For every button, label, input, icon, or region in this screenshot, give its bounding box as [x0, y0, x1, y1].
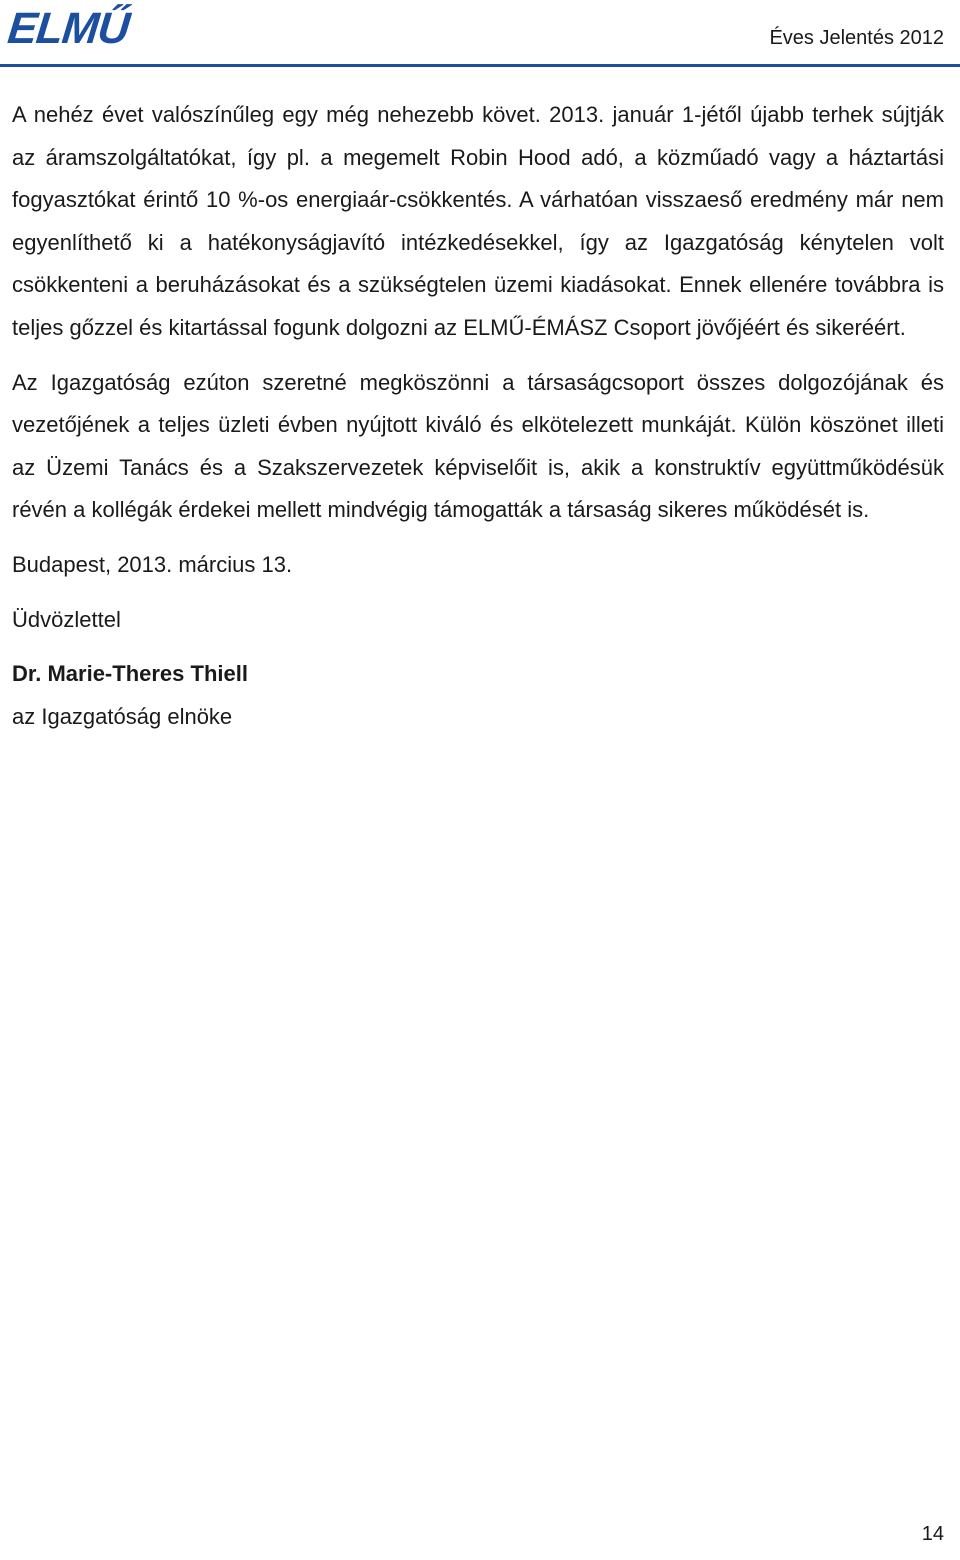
header-divider	[0, 64, 960, 67]
elmu-logo: ELMŰ	[5, 4, 132, 53]
greeting: Üdvözlettel	[12, 606, 121, 632]
report-title: Éves Jelentés 2012	[769, 27, 944, 49]
signatory-name: Dr. Marie-Theres Thiell	[12, 661, 248, 687]
page-header	[0, 0, 960, 70]
page-number: 14	[921, 1523, 944, 1545]
paragraph-outlook: A nehéz évet valószínűleg egy még nehezebb követ. 2013. január 1-jétől újabb terhek sújtják az áramszolgáltatókat, így pl. a megemelt Robin Hood adó, a közműadó vagy a háztartási fogyasztókat érintő 10 %-os energiaár-csökkentés. A várhatóan visszaeső eredmény már nem egyenlíthető ki a hatékonyságjavító intézkedésekkel, így az Igazgatóság kénytelen volt csökkenteni a beruházásokat és a szükségtelen üzemi kiadásokat. Ennek ellenére továbbra is teljes gőzzel és kitartással fogunk dolgozni az ELMŰ-ÉMÁSZ Csoport jövőjéért és sikeréért.	[12, 102, 944, 340]
spacer	[12, 641, 944, 653]
paragraph-thanks: Az Igazgatóság ezúton szeretné megköszönni a társaságcsoport összes dolgozójának és vezetőjének a teljes üzleti évben nyújtott kiváló és elkötelezett munkáját. Külön köszönet illeti az Üzemi Tanács és a Szakszervezetek képviselőit is, akik a konstruktív együttműködésük révén a kollégák érdekei mellett mindvégig támogatták a társaság sikeres működését is.	[12, 369, 944, 523]
letter-body	[12, 94, 944, 738]
place-date: Budapest, 2013. március 13.	[12, 551, 293, 577]
spacer	[12, 587, 944, 599]
signatory-title: az Igazgatóság elnöke	[12, 703, 233, 729]
